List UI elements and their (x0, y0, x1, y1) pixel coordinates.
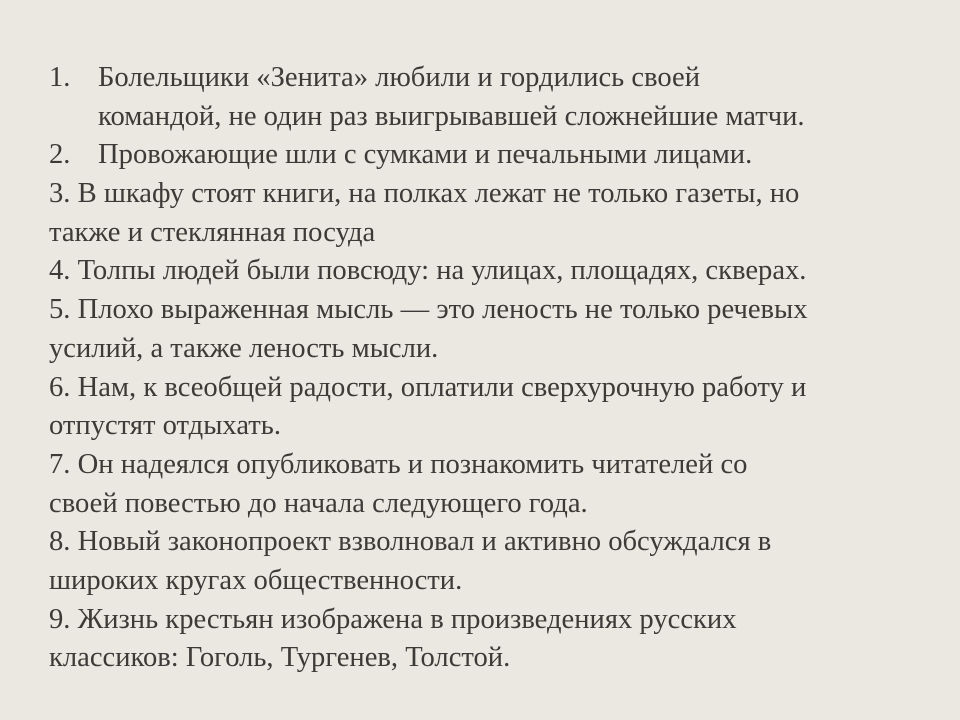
list-item-7-continuation: своей повестью до начала следующего года. (49, 487, 588, 519)
list-item-7: 7. Он надеялся опубликовать и познакомить читателей со (49, 448, 748, 480)
sentence-list (49, 59, 929, 678)
list-item-2 (49, 136, 929, 175)
list-item-1 (49, 59, 929, 98)
list-item-9-continuation: классиков: Гоголь, Тургенев, Толстой. (49, 642, 511, 674)
list-item-text: Болельщики «Зенита» любили и гордились своей (98, 62, 700, 93)
list-item-5-continuation: усилий, а также леность мысли. (49, 332, 439, 364)
list-item-3-continuation: также и стеклянная посуда (49, 216, 376, 248)
list-item-8-continuation: широких кругах общественности. (49, 564, 463, 596)
list-item-5: 5. Плохо выраженная мысль — это леность не только речевых (49, 294, 808, 326)
list-item-1-continuation: командой, не один раз выигрывавшей сложнейшие матчи. (98, 100, 805, 132)
list-item-9: 9. Жизнь крестьян изображена в произведениях русских (49, 603, 737, 635)
list-item-number: 1. (49, 62, 71, 93)
list-item-6-continuation: отпустят отдыхать. (49, 410, 281, 442)
list-item-text: Провожающие шли с сумками и печальными лицами. (98, 139, 753, 171)
list-item-6: 6. Нам, к всеобщей радости, оплатили сверхурочную работу и (49, 371, 807, 403)
list-item-number: 2. (49, 139, 71, 171)
list-item-8: 8. Новый законопроект взволновал и активно обсуждался в (49, 526, 772, 558)
list-item-3: 3. В шкафу стоят книги, на полках лежат не только газеты, но (49, 178, 800, 210)
list-item-4: 4. Толпы людей были повсюду: на улицах, площадях, скверах. (49, 255, 807, 287)
